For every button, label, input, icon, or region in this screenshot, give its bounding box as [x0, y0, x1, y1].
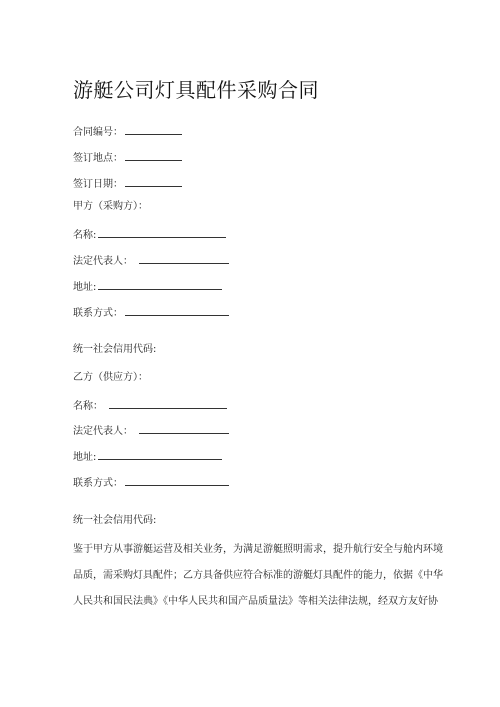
- party-b-legal-rep-label: 法定代表人：: [73, 426, 133, 437]
- party-a-name-field: [73, 227, 226, 242]
- party-b-address-label: 地址:: [73, 452, 97, 463]
- sign-place-label: 签订地点：: [73, 153, 123, 164]
- party-a-address-blank[interactable]: [98, 279, 222, 290]
- sign-place-blank[interactable]: [125, 150, 182, 161]
- party-b-legal-rep-blank[interactable]: [139, 423, 229, 434]
- contract-number-field: [73, 124, 182, 139]
- party-b-name-blank[interactable]: [109, 398, 227, 409]
- party-a-credit-code: 统一社会信用代码:: [73, 344, 157, 355]
- party-a-contact-label: 联系方式：: [73, 308, 123, 319]
- sign-place-field: [73, 150, 182, 165]
- party-a-legal-rep-blank[interactable]: [139, 253, 229, 264]
- body-line-3: 人民共和国民法典》《中华人民共和国产品质量法》等相关法律法规，经双方友好协: [73, 596, 438, 607]
- party-b-address-field: [73, 449, 222, 464]
- party-b-address-blank[interactable]: [98, 449, 222, 460]
- contract-number-blank[interactable]: [125, 124, 182, 135]
- contract-number-label: 合同编号：: [73, 127, 123, 138]
- sign-date-label: 签订日期：: [73, 179, 123, 190]
- party-b-contact-blank[interactable]: [125, 475, 229, 486]
- party-a-legal-rep-label: 法定代表人：: [73, 256, 133, 267]
- party-a-legal-rep-field: [73, 253, 229, 268]
- document-title: 游艇公司灯具配件采购合同: [73, 78, 319, 102]
- party-a-address-label: 地址:: [73, 282, 97, 293]
- party-b-contact-label: 联系方式：: [73, 478, 123, 489]
- party-b-name-field: [73, 398, 227, 413]
- party-a-contact-blank[interactable]: [125, 305, 229, 316]
- party-a-name-blank[interactable]: [98, 227, 226, 238]
- party-b-name-label: 名称：: [73, 401, 103, 412]
- party-a-address-field: [73, 279, 222, 294]
- body-line-2: 品质，需采购灯具配件；乙方具备供应符合标准的游艇灯具配件的能力，依据《中华: [73, 570, 443, 581]
- party-b-heading: 乙方（供应方）：: [73, 372, 148, 383]
- party-b-contact-field: [73, 475, 229, 490]
- sign-date-blank[interactable]: [125, 176, 182, 187]
- sign-date-field: [73, 176, 182, 191]
- party-a-contact-field: [73, 305, 229, 320]
- party-b-credit-code: 统一社会信用代码:: [73, 515, 157, 526]
- party-a-name-label: 名称:: [73, 230, 97, 241]
- party-b-legal-rep-field: [73, 423, 229, 438]
- body-line-1: 鉴于甲方从事游艇运营及相关业务，为满足游艇照明需求，提升航行安全与舱内环境: [73, 544, 443, 555]
- party-a-heading: 甲方（采购方）：: [73, 201, 148, 212]
